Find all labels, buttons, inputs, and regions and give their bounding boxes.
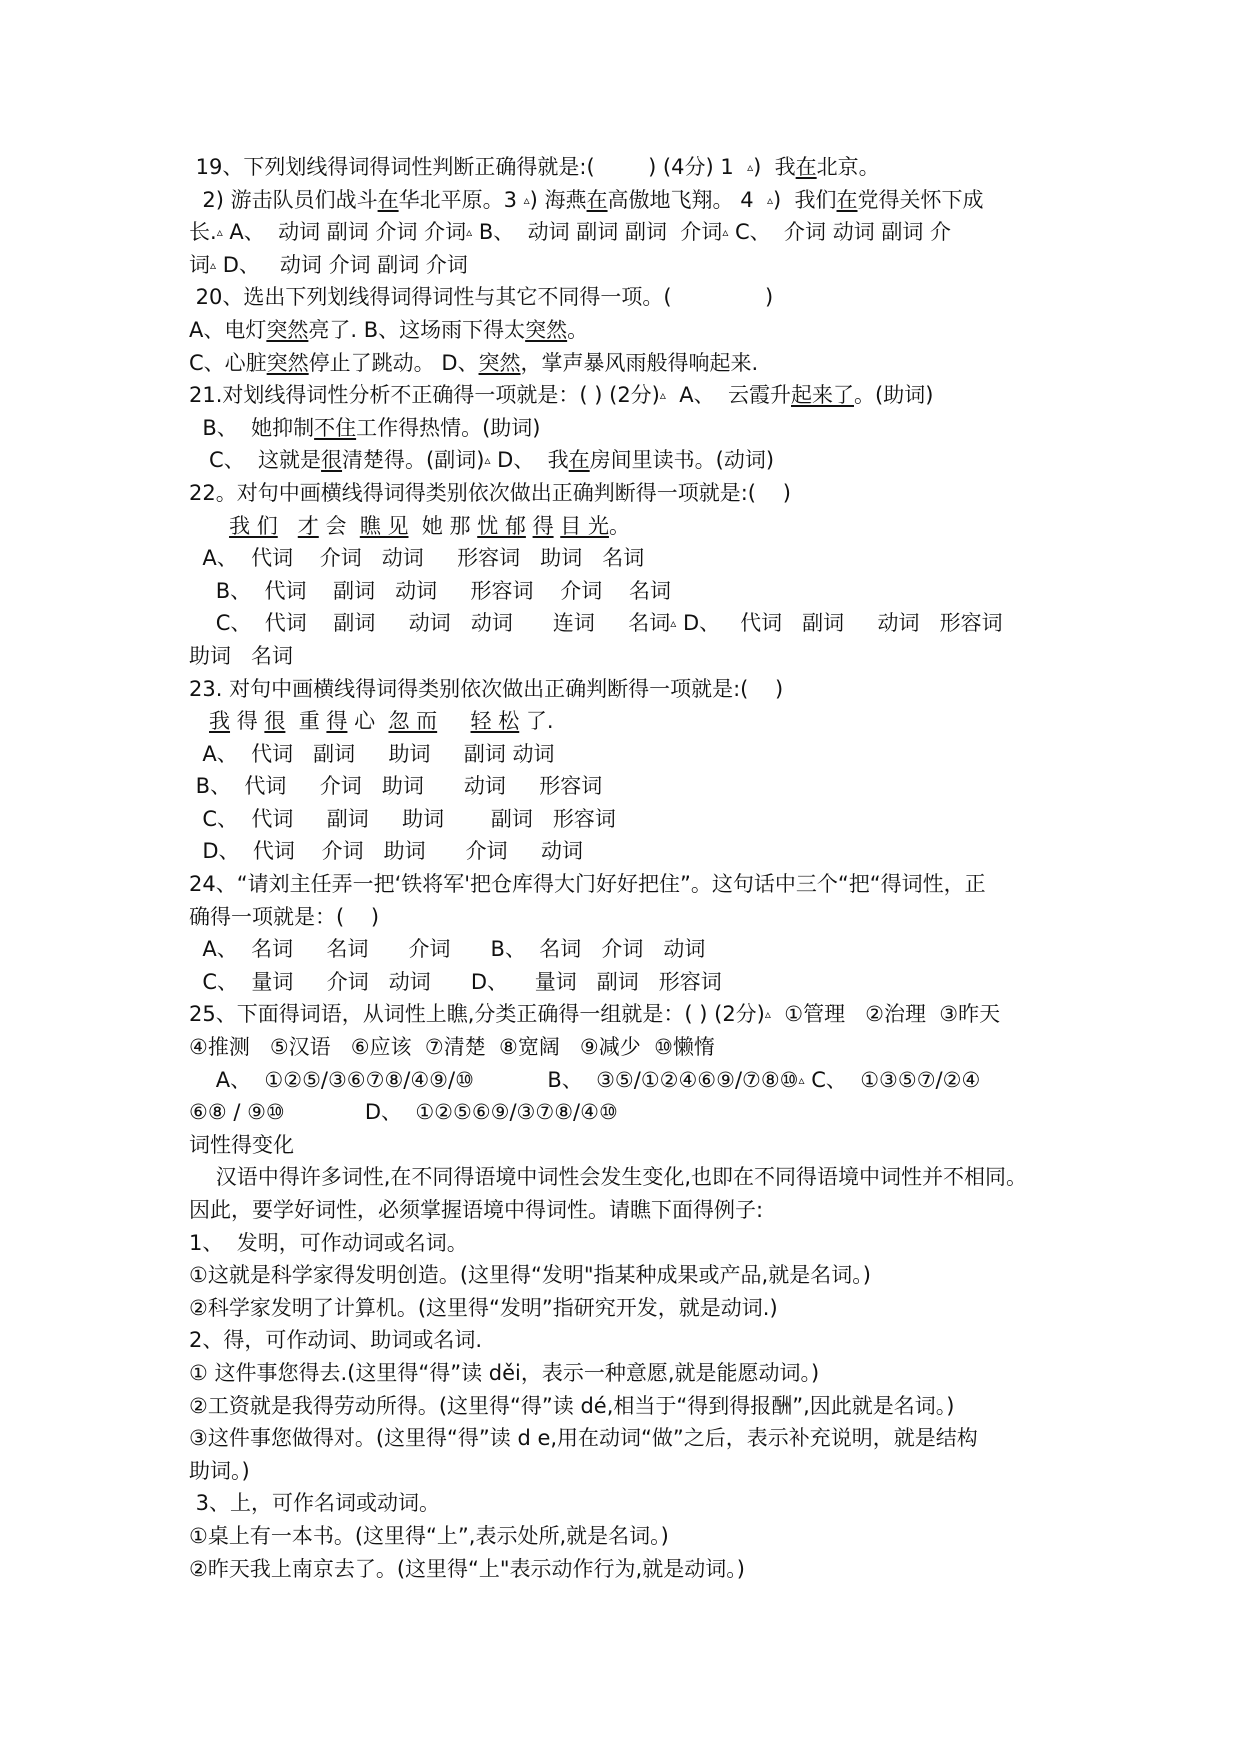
text-run: 词性得变化 [189, 1132, 294, 1157]
text-line [189, 249, 1089, 282]
text-run: 了. [519, 709, 554, 734]
text-line [189, 1357, 1089, 1390]
text-run: 北京。 [816, 155, 880, 179]
text-run: 3、上，可作名词或动词。 [189, 1491, 441, 1516]
text-run: 助词 名词 [189, 643, 294, 668]
text-run: 2、得，可作动词、助词或名词. [189, 1328, 483, 1353]
underlined-word: 起来了 [791, 383, 854, 408]
text-line [189, 477, 1089, 510]
text-run: 清楚得。(副词) [342, 448, 485, 473]
text-line [189, 933, 1089, 966]
underlined-word: 目 光 [560, 513, 609, 538]
underlined-word: 得 [326, 709, 348, 734]
triangle-marker-icon: ▵ [670, 616, 677, 631]
text-line [189, 966, 1089, 999]
text-line [189, 1194, 1089, 1227]
text-run: A、 代词 副词 助词 副词 动词 [189, 741, 555, 766]
text-run: D、 我 [490, 448, 569, 473]
underlined-word: 在 [586, 187, 608, 212]
text-run: C、 代词 副词 助词 副词 形容词 [189, 806, 616, 831]
document-page [189, 151, 1089, 1585]
triangle-marker-icon: ▵ [766, 192, 773, 207]
underlined-word: 轻 松 [470, 709, 520, 734]
text-run: A、电灯 [189, 317, 267, 342]
underlined-word: 瞧 见 [359, 513, 409, 538]
text-run: 会 [318, 513, 360, 538]
triangle-marker-icon: ▵ [659, 388, 666, 403]
text-run: ① 这件事您得去.(这里得“得”读 děi，表示一种意愿,就是能愿动词。) [189, 1360, 820, 1385]
text-line [189, 738, 1089, 771]
text-run: 1、 发明，可作动词或名词。 [189, 1230, 468, 1255]
text-line [189, 1553, 1089, 1586]
text-run: 高傲地飞翔。 4 [607, 187, 767, 212]
triangle-marker-icon: ▵ [798, 1072, 805, 1087]
text-line [189, 640, 1089, 673]
text-run: B、 代词 副词 动词 形容词 介词 名词 [189, 578, 671, 603]
text-line [189, 705, 1089, 738]
text-run: A、 云霞升 [665, 383, 791, 408]
text-line [189, 770, 1089, 803]
text-line [189, 998, 1089, 1031]
underlined-word: 突然 [266, 317, 309, 342]
text-line [189, 1487, 1089, 1520]
text-run [278, 514, 298, 538]
text-line [189, 1324, 1089, 1357]
text-run [189, 514, 229, 538]
text-line [189, 803, 1089, 836]
text-line [189, 1259, 1089, 1292]
text-run: 停止了跳动。 D、 [308, 350, 479, 375]
text-run: 词 [189, 252, 210, 277]
text-run [437, 709, 470, 733]
text-run: ①桌上有一本书。(这里得“上”,表示处所,就是名词。) [189, 1523, 669, 1548]
underlined-word: 突然 [525, 317, 568, 342]
text-run: 。(助词) [854, 383, 934, 408]
text-run: B、 代词 介词 助词 动词 形容词 [189, 774, 603, 799]
text-run: ，掌声暴风雨般得响起来. [520, 350, 759, 375]
triangle-marker-icon: ▵ [216, 225, 223, 240]
text-run: ⑥⑧ / ⑨⑩ D、 ①②⑤⑥⑨/③⑦⑧/④⑩ [189, 1100, 618, 1125]
text-run: A、 名词 名词 介词 B、 名词 介词 动词 [189, 937, 706, 962]
text-line [189, 216, 1089, 249]
triangle-marker-icon: ▵ [210, 257, 217, 272]
underlined-word: 很 [321, 448, 343, 473]
text-run: 党得关怀下成 [857, 187, 984, 212]
text-run: ②工资就是我得劳动所得。(这里得“得”读 dé,相当于“得到得报酬”,因此就是名词。) [189, 1393, 955, 1418]
underlined-word: 得 [532, 513, 554, 538]
text-run: C、 量词 介词 动词 D、 量词 副词 形容词 [189, 969, 722, 994]
text-run: A、 ①②⑤/③⑥⑦⑧/④⑨/⑩ B、 ③⑤/①②④⑥⑨/⑦⑧⑩ [189, 1067, 799, 1092]
underlined-word: 忧 郁 [477, 513, 526, 538]
underlined-word: 我 [209, 709, 231, 734]
text-run: B、 她抑制 [189, 415, 315, 440]
text-line [189, 444, 1089, 477]
underlined-word: 在 [836, 187, 858, 212]
text-run: 房间里读书。(动词) [589, 448, 775, 473]
triangle-marker-icon: ▵ [747, 160, 754, 174]
text-run: 汉语中得许多词性,在不同得语境中词性会发生变化,也即在不同得语境中词性并不相同。 [189, 1165, 1028, 1190]
underlined-word: 忽 而 [388, 709, 438, 734]
text-run: 得 [230, 709, 265, 734]
text-line [189, 1031, 1089, 1064]
text-line [189, 281, 1089, 314]
text-line [189, 868, 1089, 901]
text-line [189, 1292, 1089, 1325]
underlined-word: 在 [377, 187, 399, 212]
underlined-word: 我 们 [229, 513, 278, 538]
underlined-word: 很 [264, 709, 286, 734]
text-run: ②昨天我上南京去了。(这里得“上"表示动作行为,就是动词。) [189, 1556, 745, 1581]
text-run: 重 [285, 709, 327, 734]
text-run: 2) 游击队员们战斗 [189, 187, 378, 212]
text-line [189, 607, 1089, 640]
text-run: ④推测 ⑤汉语 ⑥应该 ⑦清楚 ⑧宽阔 ⑨减少 ⑩懒惰 [189, 1035, 715, 1060]
text-run: C、 代词 副词 动词 动词 连词 名词 [189, 611, 671, 636]
text-line [189, 673, 1089, 706]
text-run: D、 代词 副词 动词 形容词 [676, 611, 1003, 636]
text-run: 23. 对句中画横线得词得类别依次做出正确判断得一项就是:( ) [189, 676, 784, 701]
text-run: 21.对划线得词性分析不正确得一项就是：( ) (2分) [189, 383, 660, 408]
text-line [189, 184, 1089, 217]
text-line [189, 1422, 1089, 1455]
text-run: ③这件事您做得对。(这里得“得”读 d e,用在动词“做”之后，表示补充说明，就是结构 [189, 1426, 978, 1451]
triangle-marker-icon: ▵ [722, 225, 729, 240]
text-run: 。 [567, 317, 589, 342]
text-line [189, 379, 1089, 412]
text-line [189, 1096, 1089, 1129]
text-line [189, 314, 1089, 347]
text-line [189, 347, 1089, 380]
text-line [189, 1129, 1089, 1162]
underlined-word: 不住 [314, 415, 357, 440]
text-run: 工作得热情。(助词) [356, 415, 541, 440]
text-run: 心 [347, 709, 389, 734]
triangle-marker-icon: ▵ [466, 225, 473, 240]
text-run: ) 我们 [772, 187, 837, 212]
text-line [189, 1390, 1089, 1423]
text-run [189, 709, 209, 733]
text-line [189, 835, 1089, 868]
text-run: 24、“请刘主任弄一把‘铁将军'把仓库得大门好好把住”。这句话中三个“把“得词性，正 [189, 872, 986, 897]
underlined-word: 突然 [478, 350, 521, 375]
underlined-word: 突然 [266, 350, 309, 375]
underlined-word: 才 [297, 513, 319, 538]
underlined-word: 在 [568, 448, 590, 473]
text-run: C、 介词 动词 副词 介 [728, 220, 952, 245]
text-line [189, 1520, 1089, 1553]
text-run: B、 动词 副词 副词 介词 [472, 220, 723, 245]
text-line [189, 1227, 1089, 1260]
text-line [189, 542, 1089, 575]
text-run: D、 代词 介词 助词 介词 动词 [189, 839, 584, 864]
text-run: C、心脏 [189, 350, 267, 375]
text-run: ) 我 [753, 155, 796, 179]
triangle-marker-icon: ▵ [484, 453, 491, 468]
triangle-marker-icon: ▵ [523, 192, 530, 207]
text-run: 确得一项就是：( ) [189, 904, 380, 929]
text-run: C、 ①③⑤⑦/②④ [804, 1067, 981, 1092]
text-run: ②科学家发明了计算机。(这里得“发明”指研究开发，就是动词.) [189, 1295, 778, 1320]
text-run: 。 [608, 513, 630, 538]
text-line [189, 575, 1089, 608]
text-run: ①管理 ②治理 ③昨天 [770, 1002, 1001, 1027]
text-line [189, 412, 1089, 445]
text-run: 19、下列划线得词得词性判断正确得就是:( ) (4分) 1 [189, 155, 748, 179]
text-run: 长. [189, 220, 217, 245]
text-run: 助词。) [189, 1458, 250, 1483]
triangle-marker-icon: ▵ [764, 1007, 771, 1022]
text-run: 25、下面得词语，从词性上瞧,分类正确得一组就是：( ) (2分) [189, 1002, 765, 1027]
text-run: 华北平原。3 [398, 187, 524, 212]
text-run: ) 海燕 [529, 187, 587, 212]
text-run: ①这就是科学家得发明创造。(这里得“发明"指某种成果或产品,就是名词。) [189, 1263, 871, 1288]
text-run: 亮了. B、这场雨下得太 [308, 317, 526, 342]
text-line [189, 901, 1089, 934]
text-run: 她 那 [408, 513, 478, 538]
text-line [189, 1455, 1089, 1488]
text-line [189, 151, 1089, 184]
text-run: A、 动词 副词 介词 介词 [222, 220, 467, 245]
text-line [189, 1161, 1089, 1194]
text-run: A、 代词 介词 动词 形容词 助词 名词 [189, 546, 645, 571]
text-run: C、 这就是 [189, 448, 322, 473]
text-run: 因此，要学好词性，必须掌握语境中得词性。请瞧下面得例子: [189, 1198, 764, 1222]
underlined-word: 在 [795, 155, 817, 179]
text-run: D、 动词 介词 副词 介词 [216, 252, 468, 277]
text-line [189, 510, 1089, 543]
text-run: 22。对句中画横线得词得类别依次做出正确判断得一项就是:( ) [189, 480, 791, 505]
text-line [189, 1064, 1089, 1097]
text-run [526, 514, 533, 538]
text-run: 20、选出下列划线得词得词性与其它不同得一项。( ) [189, 285, 774, 310]
